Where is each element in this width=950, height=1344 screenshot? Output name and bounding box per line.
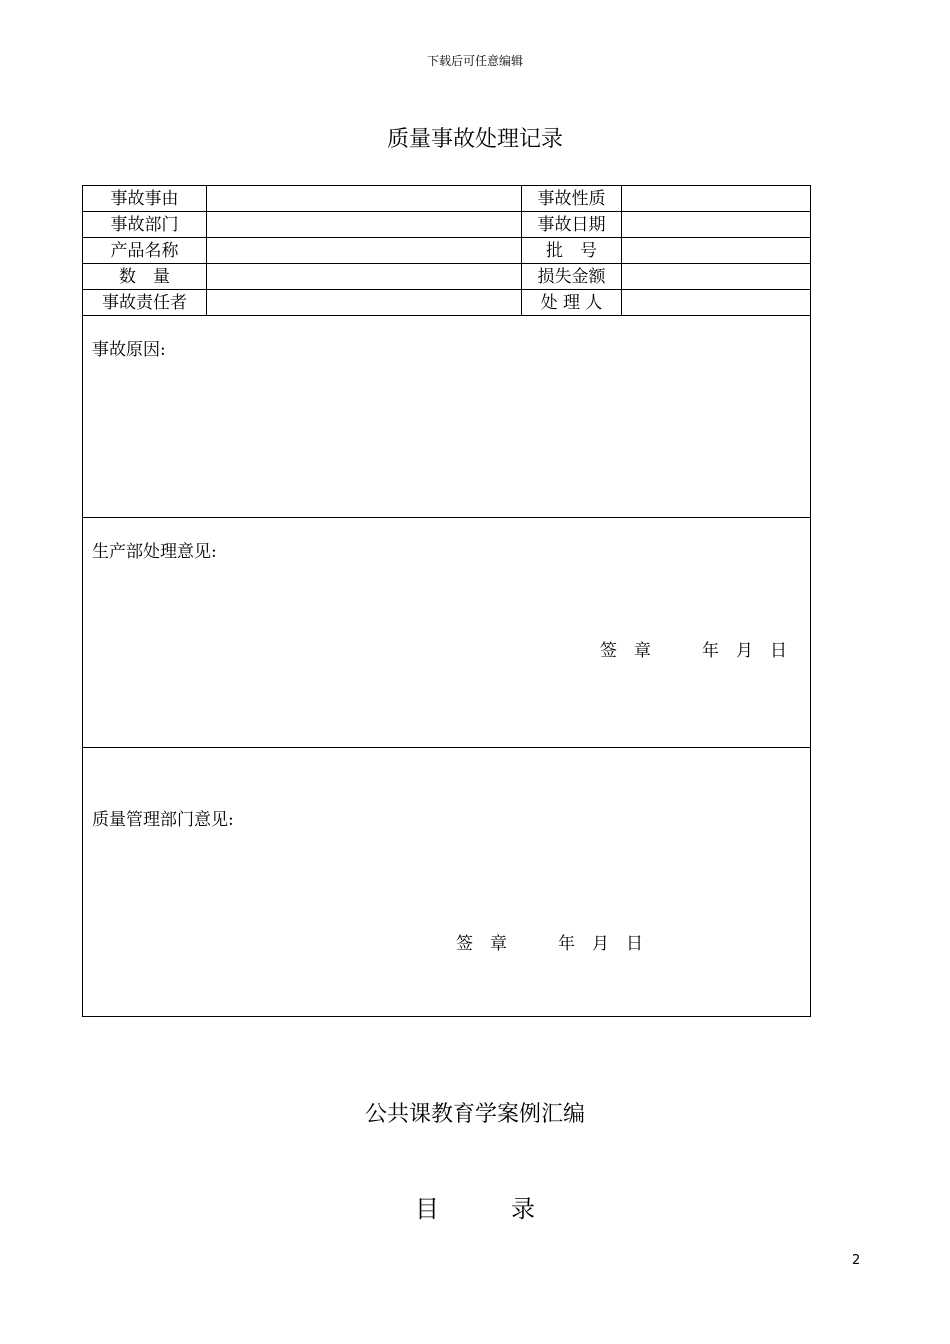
field-label-quantity: 数 量 xyxy=(83,264,207,290)
production-opinion-area[interactable] xyxy=(83,518,811,748)
accident-record-form xyxy=(82,185,811,1017)
quality-opinion-label: 质量管理部门意见: xyxy=(92,810,234,830)
toc-title: 目 录 xyxy=(415,1195,535,1223)
cause-detail-label: 事故原因: xyxy=(92,340,166,360)
field-label-accident-date: 事故日期 xyxy=(522,212,622,238)
form-row-product xyxy=(83,238,811,264)
page-title: 质量事故处理记录 xyxy=(386,127,563,152)
field-label-responsible-person: 事故责任者 xyxy=(83,290,207,316)
field-value-handler[interactable] xyxy=(622,290,811,316)
cause-detail-area[interactable] xyxy=(83,316,811,518)
next-section-title: 公共课教育学案例汇编 xyxy=(364,1102,585,1127)
header-note: 下载后可任意编辑 xyxy=(426,54,523,68)
field-value-accident-nature[interactable] xyxy=(622,186,811,212)
field-label-accident-nature: 事故性质 xyxy=(522,186,622,212)
field-label-accident-cause: 事故事由 xyxy=(83,186,207,212)
production-signature-date: 签 章 年 月 日 xyxy=(600,641,787,661)
page-number: 2 xyxy=(852,1253,861,1268)
field-value-accident-cause[interactable] xyxy=(207,186,522,212)
field-value-loss-amount[interactable] xyxy=(622,264,811,290)
form-row-quality-opinion xyxy=(83,748,811,1017)
production-opinion-label: 生产部处理意见: xyxy=(92,542,217,562)
form-row-cause-detail xyxy=(83,316,811,518)
quality-signature-date: 签 章 年 月 日 xyxy=(456,934,643,954)
field-value-accident-department[interactable] xyxy=(207,212,522,238)
field-value-batch-number[interactable] xyxy=(622,238,811,264)
form-row-quantity xyxy=(83,264,811,290)
field-label-loss-amount: 损失金额 xyxy=(522,264,622,290)
form-row-responsible xyxy=(83,290,811,316)
form-row-cause xyxy=(83,186,811,212)
field-value-quantity[interactable] xyxy=(207,264,522,290)
field-label-batch-number: 批 号 xyxy=(522,238,622,264)
field-label-handler: 处 理 人 xyxy=(522,290,622,316)
field-value-accident-date[interactable] xyxy=(622,212,811,238)
form-row-department xyxy=(83,212,811,238)
field-label-product-name: 产品名称 xyxy=(83,238,207,264)
field-label-accident-department: 事故部门 xyxy=(83,212,207,238)
field-value-responsible-person[interactable] xyxy=(207,290,522,316)
field-value-product-name[interactable] xyxy=(207,238,522,264)
quality-opinion-area[interactable] xyxy=(83,748,811,1017)
form-row-production-opinion xyxy=(83,518,811,748)
